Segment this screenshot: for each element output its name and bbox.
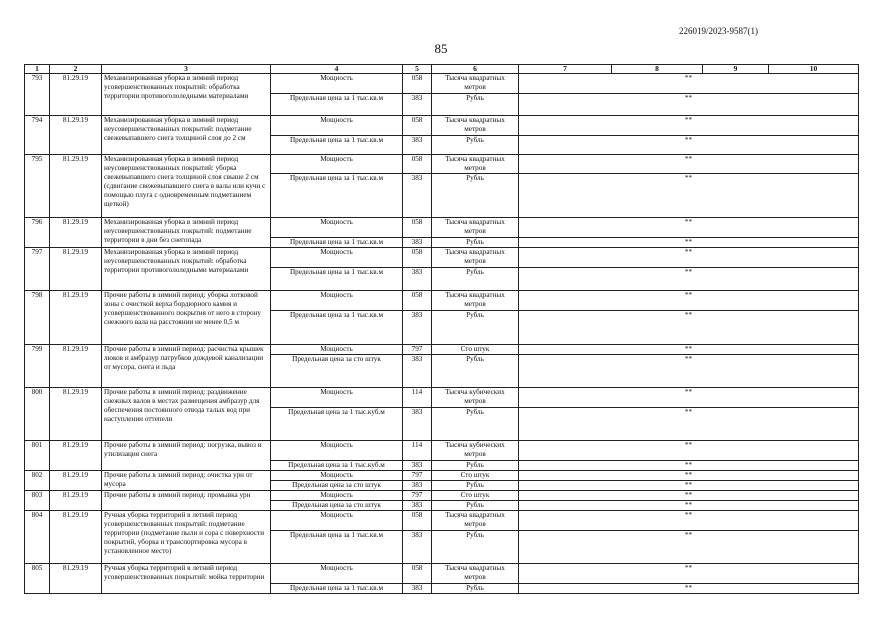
okved-code: 81.29.19 (50, 441, 102, 471)
column-header: 5 (403, 65, 432, 74)
indicator-name: Предельная цена за 1 тыс.кв.м (271, 94, 403, 116)
service-name: Прочие работы в зимний период: погрузка, вывоз и утилизация снега (102, 441, 271, 471)
indicator-name: Мощность (271, 74, 403, 94)
service-name: Прочие работы в зимний период: очистка урн от мусора (102, 471, 271, 491)
okei-code: 383 (403, 481, 432, 491)
unit-name: Рубль (432, 311, 519, 345)
indicator-name: Мощность (271, 564, 403, 584)
indicator-name: Предельная цена за сто штук (271, 481, 403, 491)
okei-code: 383 (403, 238, 432, 248)
row-number: 805 (25, 564, 50, 594)
row-number: 799 (25, 345, 50, 388)
indicator-name: Предельная цена за сто штук (271, 355, 403, 388)
column-header: 3 (102, 65, 271, 74)
service-name: Механизированная уборка в зимний период неусовершенствованных покрытий: уборка свежевыпавшего снега толщиной слоя свыше 2 см (сдвигание свежевыпавшего снега в валы или кучи с помощью плуга с одновременным подметанием щеткой) (102, 155, 271, 218)
okei-code: 797 (403, 345, 432, 355)
service-name: Прочие работы в зимний период: расчистка крышек люков и амбразур патрубков дождевой канализации от мусора, снега и льда (102, 345, 271, 388)
value-cell: ** (519, 94, 859, 116)
indicator-name: Предельная цена за 1 тыс.кв.м (271, 136, 403, 155)
value-cell: ** (519, 248, 859, 268)
okei-code: 383 (403, 501, 432, 511)
value-cell: ** (519, 174, 859, 218)
unit-name: Рубль (432, 136, 519, 155)
value-cell: ** (519, 218, 859, 238)
table-row (25, 345, 859, 355)
service-name: Механизированная уборка в зимний период усовершенствованных покрытий: обработка территории противогололедными материалами (102, 74, 271, 116)
indicator-name: Мощность (271, 441, 403, 461)
unit-name: Рубль (432, 461, 519, 471)
unit-name: Тысяча квадратных метров (432, 248, 519, 268)
okved-code: 81.29.19 (50, 116, 102, 155)
okei-code: 383 (403, 461, 432, 471)
unit-name: Рубль (432, 531, 519, 564)
unit-name: Рубль (432, 584, 519, 594)
row-number: 795 (25, 155, 50, 218)
unit-name: Рубль (432, 174, 519, 218)
value-cell: ** (519, 116, 859, 136)
okved-code: 81.29.19 (50, 291, 102, 345)
table-row (25, 511, 859, 531)
okei-code: 058 (403, 511, 432, 531)
value-cell: ** (519, 461, 859, 471)
value-cell: ** (519, 511, 859, 531)
unit-name: Рубль (432, 481, 519, 491)
value-cell: ** (519, 268, 859, 291)
indicator-name: Мощность (271, 248, 403, 268)
table-row (25, 471, 859, 481)
service-name: Механизированная уборка в зимний период неусовершенствованных покрытий: подметание территории в дни без снегопада (102, 218, 271, 248)
row-number: 797 (25, 248, 50, 291)
indicator-name: Предельная цена за 1 тыс.кв.м (271, 584, 403, 594)
okei-code: 114 (403, 441, 432, 461)
indicator-name: Мощность (271, 116, 403, 136)
unit-name: Рубль (432, 355, 519, 388)
okei-code: 383 (403, 311, 432, 345)
okei-code: 383 (403, 136, 432, 155)
okved-code: 81.29.19 (50, 491, 102, 511)
unit-name: Тысяча квадратных метров (432, 155, 519, 174)
table-row (25, 564, 859, 584)
column-header: 8 (612, 65, 703, 74)
value-cell: ** (519, 491, 859, 501)
row-number: 802 (25, 471, 50, 491)
unit-name: Тысяча квадратных метров (432, 218, 519, 238)
value-cell: ** (519, 471, 859, 481)
indicator-name: Мощность (271, 471, 403, 481)
column-header: 1 (25, 65, 50, 74)
unit-name: Тысяча квадратных метров (432, 116, 519, 136)
unit-name: Сто штук (432, 471, 519, 481)
service-name: Механизированная уборка в зимний период неусовершенствованных покрытий: обработка территории противогололедными материалами (102, 248, 271, 291)
indicator-name: Предельная цена за 1 тыс.кв.м (271, 238, 403, 248)
service-name: Ручная уборка территорий в летний период усовершенствованных покрытий: подметание территории (подметание пыли и сора с поверхности покрытий, уборка и транспортировка мусора в установленное место) (102, 511, 271, 564)
indicator-name: Мощность (271, 218, 403, 238)
table-row (25, 155, 859, 174)
okei-code: 058 (403, 218, 432, 238)
okved-code: 81.29.19 (50, 564, 102, 594)
unit-name: Тысяча квадратных метров (432, 511, 519, 531)
value-cell: ** (519, 481, 859, 491)
okei-code: 383 (403, 408, 432, 441)
table-row (25, 116, 859, 136)
value-cell: ** (519, 501, 859, 511)
service-name: Прочие работы в зимний период: промывка урн (102, 491, 271, 511)
table-body (25, 74, 859, 594)
document-number: 226019/2023-9587(1) (679, 26, 758, 36)
okved-code: 81.29.19 (50, 511, 102, 564)
service-name: Механизированная уборка в зимний период неусовершенствованных покрытий: подметание свежевыпавшего снега толщиной слоя до 2 см (102, 116, 271, 155)
column-number-row (25, 65, 859, 74)
table-row (25, 74, 859, 94)
okved-code: 81.29.19 (50, 345, 102, 388)
row-number: 804 (25, 511, 50, 564)
unit-name: Рубль (432, 238, 519, 248)
unit-name: Тысяча кубических метров (432, 388, 519, 408)
indicator-name: Мощность (271, 511, 403, 531)
unit-name: Тысяча квадратных метров (432, 291, 519, 311)
unit-name: Рубль (432, 501, 519, 511)
indicator-name: Предельная цена за 1 тыс.куб.м (271, 461, 403, 471)
table-row (25, 491, 859, 501)
service-name: Прочие работы в зимний период: раздвижение снежных валов в местах размещения амбразур для обеспечения постоянного отвода талых вод при наступлении оттепели (102, 388, 271, 441)
value-cell: ** (519, 238, 859, 248)
okei-code: 114 (403, 388, 432, 408)
column-header: 6 (432, 65, 519, 74)
row-number: 803 (25, 491, 50, 511)
value-cell: ** (519, 408, 859, 441)
column-header: 2 (50, 65, 102, 74)
indicator-name: Мощность (271, 491, 403, 501)
indicator-name: Мощность (271, 291, 403, 311)
indicator-name: Мощность (271, 155, 403, 174)
okei-code: 797 (403, 491, 432, 501)
service-name: Ручная уборка территорий в летний период усовершенствованных покрытий: мойка территории (102, 564, 271, 594)
okei-code: 058 (403, 291, 432, 311)
table-row (25, 248, 859, 268)
column-header: 7 (519, 65, 612, 74)
row-number: 798 (25, 291, 50, 345)
value-cell: ** (519, 584, 859, 594)
value-cell: ** (519, 155, 859, 174)
okei-code: 058 (403, 248, 432, 268)
price-table (24, 64, 859, 594)
table-row (25, 291, 859, 311)
unit-name: Тысяча кубических метров (432, 441, 519, 461)
value-cell: ** (519, 311, 859, 345)
unit-name: Рубль (432, 268, 519, 291)
value-cell: ** (519, 355, 859, 388)
table-row (25, 441, 859, 461)
okei-code: 058 (403, 116, 432, 136)
unit-name: Тысяча квадратных метров (432, 564, 519, 584)
okei-code: 797 (403, 471, 432, 481)
value-cell: ** (519, 345, 859, 355)
unit-name: Рубль (432, 408, 519, 441)
okved-code: 81.29.19 (50, 248, 102, 291)
okei-code: 383 (403, 355, 432, 388)
row-number: 793 (25, 74, 50, 116)
column-header: 10 (769, 65, 859, 74)
okved-code: 81.29.19 (50, 218, 102, 248)
value-cell: ** (519, 136, 859, 155)
okei-code: 058 (403, 155, 432, 174)
okei-code: 058 (403, 564, 432, 584)
indicator-name: Мощность (271, 388, 403, 408)
okved-code: 81.29.19 (50, 471, 102, 491)
row-number: 796 (25, 218, 50, 248)
unit-name: Тысяча квадратных метров (432, 74, 519, 94)
column-header: 4 (271, 65, 403, 74)
indicator-name: Мощность (271, 345, 403, 355)
okei-code: 383 (403, 94, 432, 116)
okei-code: 383 (403, 584, 432, 594)
unit-name: Сто штук (432, 345, 519, 355)
row-number: 800 (25, 388, 50, 441)
okved-code: 81.29.19 (50, 155, 102, 218)
indicator-name: Предельная цена за 1 тыс.кв.м (271, 311, 403, 345)
value-cell: ** (519, 388, 859, 408)
okei-code: 383 (403, 531, 432, 564)
okei-code: 383 (403, 174, 432, 218)
okved-code: 81.29.19 (50, 74, 102, 116)
value-cell: ** (519, 291, 859, 311)
table-row (25, 388, 859, 408)
value-cell: ** (519, 564, 859, 584)
column-header: 9 (703, 65, 769, 74)
value-cell: ** (519, 531, 859, 564)
indicator-name: Предельная цена за 1 тыс.кв.м (271, 531, 403, 564)
table-row (25, 218, 859, 238)
indicator-name: Предельная цена за сто штук (271, 501, 403, 511)
okved-code: 81.29.19 (50, 388, 102, 441)
okei-code: 383 (403, 268, 432, 291)
row-number: 794 (25, 116, 50, 155)
indicator-name: Предельная цена за 1 тыс.кв.м (271, 174, 403, 218)
indicator-name: Предельная цена за 1 тыс.куб.м (271, 408, 403, 441)
service-name: Прочие работы в зимний период: уборка лотковой зоны с очисткой верха бордюрного камня и усовершенствованного покрытия от него в сторону снежного вала на расстоянии не менее 0,5 м (102, 291, 271, 345)
okei-code: 058 (403, 74, 432, 94)
unit-name: Рубль (432, 94, 519, 116)
row-number: 801 (25, 441, 50, 471)
unit-name: Сто штук (432, 491, 519, 501)
value-cell: ** (519, 74, 859, 94)
indicator-name: Предельная цена за 1 тыс.кв.м (271, 268, 403, 291)
value-cell: ** (519, 441, 859, 461)
page-number: 85 (434, 41, 448, 56)
